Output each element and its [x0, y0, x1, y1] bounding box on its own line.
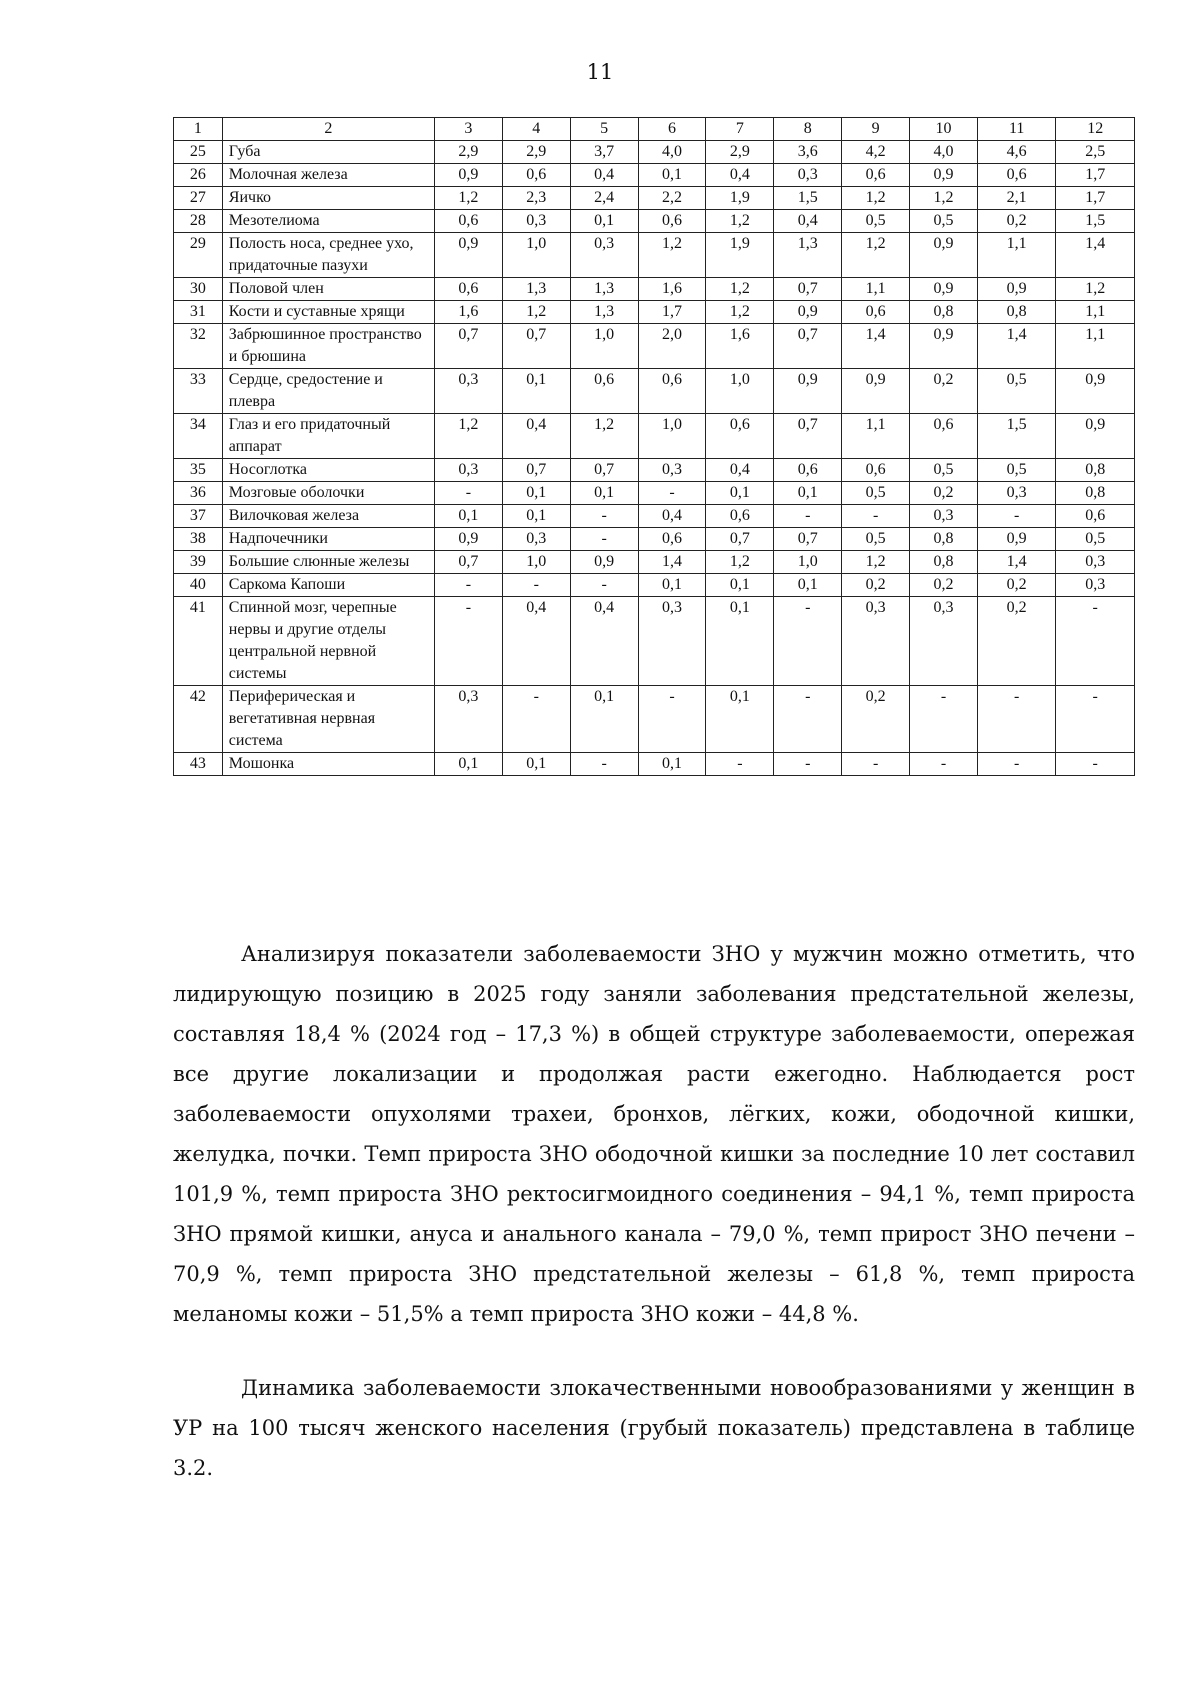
rate-cell: 1,0: [774, 551, 842, 574]
rate-cell: 0,7: [502, 324, 570, 369]
rate-cell: 1,0: [638, 414, 706, 459]
rate-cell: -: [774, 505, 842, 528]
rate-cell: 0,3: [638, 597, 706, 686]
rate-cell: -: [638, 482, 706, 505]
rate-cell: 0,1: [434, 505, 502, 528]
column-header: 3: [434, 118, 502, 141]
rate-cell: 1,2: [706, 210, 774, 233]
rate-cell: 1,4: [977, 551, 1055, 574]
column-header: 4: [502, 118, 570, 141]
rate-cell: 0,6: [638, 369, 706, 414]
rate-cell: 0,9: [434, 528, 502, 551]
rate-cell: 0,3: [977, 482, 1055, 505]
rate-cell: 0,6: [842, 164, 910, 187]
rate-cell: 2,4: [570, 187, 638, 210]
rate-cell: 0,2: [910, 574, 978, 597]
rate-cell: 0,6: [842, 301, 910, 324]
localization-name: Глаз и его придаточный аппарат: [222, 414, 434, 459]
localization-name: Мезотелиома: [222, 210, 434, 233]
rate-cell: 1,1: [842, 414, 910, 459]
rate-cell: -: [434, 574, 502, 597]
rate-cell: 2,9: [434, 141, 502, 164]
rate-cell: 0,1: [706, 597, 774, 686]
rate-cell: 0,1: [774, 574, 842, 597]
rate-cell: 0,3: [434, 686, 502, 753]
rate-cell: 1,1: [977, 233, 1055, 278]
rate-cell: 0,6: [706, 414, 774, 459]
rate-cell: 1,2: [638, 233, 706, 278]
table-row: [174, 164, 1135, 187]
rate-cell: 0,6: [706, 505, 774, 528]
row-number: 30: [174, 278, 223, 301]
rate-cell: 1,1: [842, 278, 910, 301]
rate-cell: 1,7: [1056, 164, 1135, 187]
rate-cell: 0,6: [638, 210, 706, 233]
row-number: 33: [174, 369, 223, 414]
localization-name: Сердце, средостение и плевра: [222, 369, 434, 414]
rate-cell: 1,2: [434, 187, 502, 210]
rate-cell: 0,6: [570, 369, 638, 414]
rate-cell: -: [910, 753, 978, 776]
rate-cell: -: [570, 505, 638, 528]
row-number: 41: [174, 597, 223, 686]
rate-cell: 4,2: [842, 141, 910, 164]
rate-cell: 1,2: [570, 414, 638, 459]
rate-cell: -: [1056, 753, 1135, 776]
table-row: [174, 233, 1135, 278]
rate-cell: 0,2: [910, 369, 978, 414]
rate-cell: 0,4: [502, 597, 570, 686]
rate-cell: 1,4: [638, 551, 706, 574]
rate-cell: 1,2: [434, 414, 502, 459]
rate-cell: 4,0: [910, 141, 978, 164]
page-number: 11: [586, 60, 614, 84]
row-number: 29: [174, 233, 223, 278]
rate-cell: 0,8: [977, 301, 1055, 324]
rate-cell: 0,3: [842, 597, 910, 686]
table-row: [174, 414, 1135, 459]
rate-cell: 0,4: [706, 164, 774, 187]
table-row: [174, 482, 1135, 505]
rate-cell: 0,8: [910, 301, 978, 324]
rate-cell: 3,7: [570, 141, 638, 164]
rate-cell: 0,3: [1056, 551, 1135, 574]
rate-cell: 0,3: [910, 597, 978, 686]
rate-cell: -: [570, 574, 638, 597]
rate-cell: 0,3: [502, 210, 570, 233]
rate-cell: -: [502, 686, 570, 753]
column-header: 8: [774, 118, 842, 141]
table-row: [174, 574, 1135, 597]
rate-cell: 0,4: [570, 164, 638, 187]
rate-cell: 0,8: [1056, 482, 1135, 505]
row-number: 32: [174, 324, 223, 369]
row-number: 27: [174, 187, 223, 210]
row-number: 42: [174, 686, 223, 753]
table-row: [174, 551, 1135, 574]
rate-cell: -: [774, 597, 842, 686]
column-header: 12: [1056, 118, 1135, 141]
rate-cell: 0,2: [910, 482, 978, 505]
rate-cell: 1,9: [706, 187, 774, 210]
rate-cell: -: [977, 505, 1055, 528]
rate-cell: 0,8: [1056, 459, 1135, 482]
rate-cell: 0,8: [910, 551, 978, 574]
rate-cell: 0,5: [842, 528, 910, 551]
rate-cell: 1,3: [774, 233, 842, 278]
rate-cell: 0,3: [910, 505, 978, 528]
localization-name: Кости и суставные хрящи: [222, 301, 434, 324]
rate-cell: -: [977, 753, 1055, 776]
localization-name: Забрюшинное пространство и брюшина: [222, 324, 434, 369]
rate-cell: 0,6: [1056, 505, 1135, 528]
column-header: 5: [570, 118, 638, 141]
rate-cell: 0,1: [638, 753, 706, 776]
localization-name: Губа: [222, 141, 434, 164]
rate-cell: 0,5: [910, 459, 978, 482]
paragraph-text: Динамика заболеваемости злокачественными новообразованиями у женщин в УР на 100 тысяч женского населения (грубый показатель) представлена в таблице 3.2.: [173, 1376, 1135, 1480]
table-header-row: [174, 118, 1135, 141]
rate-cell: 0,9: [1056, 369, 1135, 414]
rate-cell: 1,2: [1056, 278, 1135, 301]
row-number: 26: [174, 164, 223, 187]
rate-cell: 0,1: [638, 574, 706, 597]
column-header: 11: [977, 118, 1055, 141]
rate-cell: 0,6: [910, 414, 978, 459]
rate-cell: 0,9: [842, 369, 910, 414]
rate-cell: 0,2: [977, 574, 1055, 597]
rate-cell: -: [774, 686, 842, 753]
rate-cell: 0,5: [842, 482, 910, 505]
rate-cell: 0,3: [638, 459, 706, 482]
paragraph-text: Анализируя показатели заболеваемости ЗНО у мужчин можно отметить, что лидирующую позицию в 2025 году заняли заболевания предстательной железы, составляя 18,4 % (2024 год – 17,3 %) в общей структуре заболеваемости, опережая все другие локализации и продолжая расти ежегодно. Наблюдается рост заболеваемости опухолями трахеи, бронхов, лёгких, кожи, ободочной кишки, желудка, почки. Темп прироста ЗНО ободочной кишки за последние 10 лет составил 101,9 %, темп прироста ЗНО ректосигмоидного соединения – 94,1 %, темп прироста ЗНО прямой кишки, ануса и анального канала – 79,0 %, темп прирост ЗНО печени – 70,9 %, темп прироста ЗНО предстательной железы – 61,8 %, темп прироста меланомы кожи – 51,5% а темп прироста ЗНО кожи – 44,8 %.: [173, 942, 1135, 1326]
rate-cell: 0,5: [910, 210, 978, 233]
rate-cell: 1,5: [774, 187, 842, 210]
rate-cell: 1,2: [910, 187, 978, 210]
rate-cell: 0,9: [977, 528, 1055, 551]
rate-cell: 0,1: [434, 753, 502, 776]
rate-cell: 0,1: [502, 505, 570, 528]
rate-cell: 0,5: [842, 210, 910, 233]
rate-cell: 0,3: [502, 528, 570, 551]
rate-cell: 0,1: [706, 686, 774, 753]
rate-cell: 0,4: [502, 414, 570, 459]
rate-cell: 0,7: [774, 414, 842, 459]
rate-cell: 0,9: [910, 324, 978, 369]
table-row: [174, 505, 1135, 528]
rate-cell: 0,2: [977, 210, 1055, 233]
rate-cell: 0,9: [434, 233, 502, 278]
rate-cell: 1,3: [570, 301, 638, 324]
rate-cell: 0,3: [570, 233, 638, 278]
row-number: 34: [174, 414, 223, 459]
localization-name: Молочная железа: [222, 164, 434, 187]
rate-cell: 1,2: [502, 301, 570, 324]
localization-name: Мошонка: [222, 753, 434, 776]
row-number: 28: [174, 210, 223, 233]
rate-cell: 0,1: [638, 164, 706, 187]
rate-cell: 0,3: [434, 369, 502, 414]
rate-cell: 0,9: [1056, 414, 1135, 459]
rate-cell: 2,3: [502, 187, 570, 210]
column-header: 2: [222, 118, 434, 141]
rate-cell: 1,0: [502, 551, 570, 574]
rate-cell: 0,1: [502, 369, 570, 414]
rate-cell: 1,2: [706, 278, 774, 301]
rate-cell: -: [1056, 686, 1135, 753]
rate-cell: 0,1: [570, 210, 638, 233]
column-header: 1: [174, 118, 223, 141]
table-row: [174, 187, 1135, 210]
rate-cell: 0,9: [910, 278, 978, 301]
rate-cell: 0,4: [570, 597, 638, 686]
rate-cell: 0,1: [502, 482, 570, 505]
rate-cell: 2,5: [1056, 141, 1135, 164]
rate-cell: -: [1056, 597, 1135, 686]
rate-cell: 2,0: [638, 324, 706, 369]
rate-cell: 1,1: [1056, 301, 1135, 324]
rate-cell: 0,7: [434, 551, 502, 574]
row-number: 25: [174, 141, 223, 164]
rate-cell: 0,9: [910, 233, 978, 278]
table-row: [174, 528, 1135, 551]
rate-cell: 1,6: [434, 301, 502, 324]
row-number: 39: [174, 551, 223, 574]
table-body: [174, 141, 1135, 776]
rate-cell: 2,9: [706, 141, 774, 164]
rate-cell: 1,6: [638, 278, 706, 301]
rate-cell: 2,1: [977, 187, 1055, 210]
analysis-paragraph: [173, 934, 1135, 1334]
incidence-table: [173, 117, 1135, 776]
rate-cell: 0,1: [774, 482, 842, 505]
rate-cell: 0,6: [842, 459, 910, 482]
localization-name: Надпочечники: [222, 528, 434, 551]
rate-cell: 0,2: [842, 686, 910, 753]
row-number: 31: [174, 301, 223, 324]
rate-cell: 0,7: [502, 459, 570, 482]
localization-name: Вилочковая железа: [222, 505, 434, 528]
rate-cell: -: [570, 753, 638, 776]
column-header: 10: [910, 118, 978, 141]
table-row: [174, 301, 1135, 324]
rate-cell: 0,2: [977, 597, 1055, 686]
rate-cell: 0,1: [706, 574, 774, 597]
table-row: [174, 686, 1135, 753]
rate-cell: 1,0: [706, 369, 774, 414]
rate-cell: 1,0: [502, 233, 570, 278]
rate-cell: -: [910, 686, 978, 753]
rate-cell: 0,5: [1056, 528, 1135, 551]
rate-cell: 1,3: [570, 278, 638, 301]
rate-cell: 0,3: [1056, 574, 1135, 597]
rate-cell: 2,2: [638, 187, 706, 210]
rate-cell: 0,7: [706, 528, 774, 551]
rate-cell: 0,6: [977, 164, 1055, 187]
rate-cell: 0,1: [706, 482, 774, 505]
table-row: [174, 753, 1135, 776]
rate-cell: 0,2: [842, 574, 910, 597]
rate-cell: -: [570, 528, 638, 551]
localization-name: Спинной мозг, черепные нервы и другие отделы центральной нервной системы: [222, 597, 434, 686]
rate-cell: 1,7: [638, 301, 706, 324]
rate-cell: 1,4: [1056, 233, 1135, 278]
rate-cell: -: [434, 597, 502, 686]
rate-cell: 1,0: [570, 324, 638, 369]
localization-name: Носоглотка: [222, 459, 434, 482]
incidence-table-container: [173, 117, 1135, 776]
table-row: [174, 597, 1135, 686]
row-number: 37: [174, 505, 223, 528]
rate-cell: 0,1: [502, 753, 570, 776]
rate-cell: 1,2: [706, 301, 774, 324]
table-row: [174, 278, 1135, 301]
row-number: 40: [174, 574, 223, 597]
rate-cell: 0,6: [434, 278, 502, 301]
rate-cell: 0,4: [706, 459, 774, 482]
rate-cell: 1,2: [842, 233, 910, 278]
rate-cell: -: [842, 505, 910, 528]
row-number: 43: [174, 753, 223, 776]
rate-cell: -: [706, 753, 774, 776]
rate-cell: 0,5: [977, 369, 1055, 414]
localization-name: Полость носа, среднее ухо, придаточные пазухи: [222, 233, 434, 278]
rate-cell: 1,9: [706, 233, 774, 278]
rate-cell: -: [638, 686, 706, 753]
localization-name: Большие слюнные железы: [222, 551, 434, 574]
rate-cell: 1,7: [1056, 187, 1135, 210]
rate-cell: 1,3: [502, 278, 570, 301]
localization-name: Мозговые оболочки: [222, 482, 434, 505]
rate-cell: 0,7: [774, 278, 842, 301]
rate-cell: 0,9: [570, 551, 638, 574]
rate-cell: 0,8: [910, 528, 978, 551]
rate-cell: 0,9: [910, 164, 978, 187]
column-header: 9: [842, 118, 910, 141]
rate-cell: 0,6: [638, 528, 706, 551]
table-row: [174, 141, 1135, 164]
localization-name: Яичко: [222, 187, 434, 210]
rate-cell: 0,7: [774, 528, 842, 551]
rate-cell: 0,1: [570, 482, 638, 505]
rate-cell: 4,6: [977, 141, 1055, 164]
rate-cell: 0,6: [434, 210, 502, 233]
row-number: 36: [174, 482, 223, 505]
rate-cell: 1,5: [977, 414, 1055, 459]
localization-name: Периферическая и вегетативная нервная система: [222, 686, 434, 753]
rate-cell: 0,4: [774, 210, 842, 233]
rate-cell: 0,9: [434, 164, 502, 187]
row-number: 38: [174, 528, 223, 551]
rate-cell: 1,2: [842, 187, 910, 210]
rate-cell: 0,3: [774, 164, 842, 187]
rate-cell: 0,5: [977, 459, 1055, 482]
rate-cell: 1,1: [1056, 324, 1135, 369]
table-row: [174, 369, 1135, 414]
rate-cell: 1,2: [842, 551, 910, 574]
column-header: 7: [706, 118, 774, 141]
rate-cell: 1,5: [1056, 210, 1135, 233]
localization-name: Саркома Капоши: [222, 574, 434, 597]
rate-cell: 3,6: [774, 141, 842, 164]
rate-cell: 1,4: [977, 324, 1055, 369]
rate-cell: 0,4: [638, 505, 706, 528]
rate-cell: 0,1: [570, 686, 638, 753]
rate-cell: -: [774, 753, 842, 776]
rate-cell: -: [842, 753, 910, 776]
rate-cell: 0,9: [774, 301, 842, 324]
rate-cell: 0,3: [434, 459, 502, 482]
rate-cell: 1,2: [706, 551, 774, 574]
table-row: [174, 210, 1135, 233]
rate-cell: 2,9: [502, 141, 570, 164]
rate-cell: -: [977, 686, 1055, 753]
table-row: [174, 459, 1135, 482]
rate-cell: 0,9: [774, 369, 842, 414]
localization-name: Половой член: [222, 278, 434, 301]
rate-cell: 0,7: [434, 324, 502, 369]
rate-cell: 4,0: [638, 141, 706, 164]
rate-cell: 1,4: [842, 324, 910, 369]
rate-cell: -: [434, 482, 502, 505]
rate-cell: 0,6: [774, 459, 842, 482]
rate-cell: 1,6: [706, 324, 774, 369]
row-number: 35: [174, 459, 223, 482]
table-row: [174, 324, 1135, 369]
rate-cell: 0,6: [502, 164, 570, 187]
rate-cell: 0,9: [977, 278, 1055, 301]
rate-cell: 0,7: [774, 324, 842, 369]
rate-cell: -: [502, 574, 570, 597]
dynamics-paragraph: [173, 1368, 1135, 1488]
rate-cell: 0,7: [570, 459, 638, 482]
column-header: 6: [638, 118, 706, 141]
